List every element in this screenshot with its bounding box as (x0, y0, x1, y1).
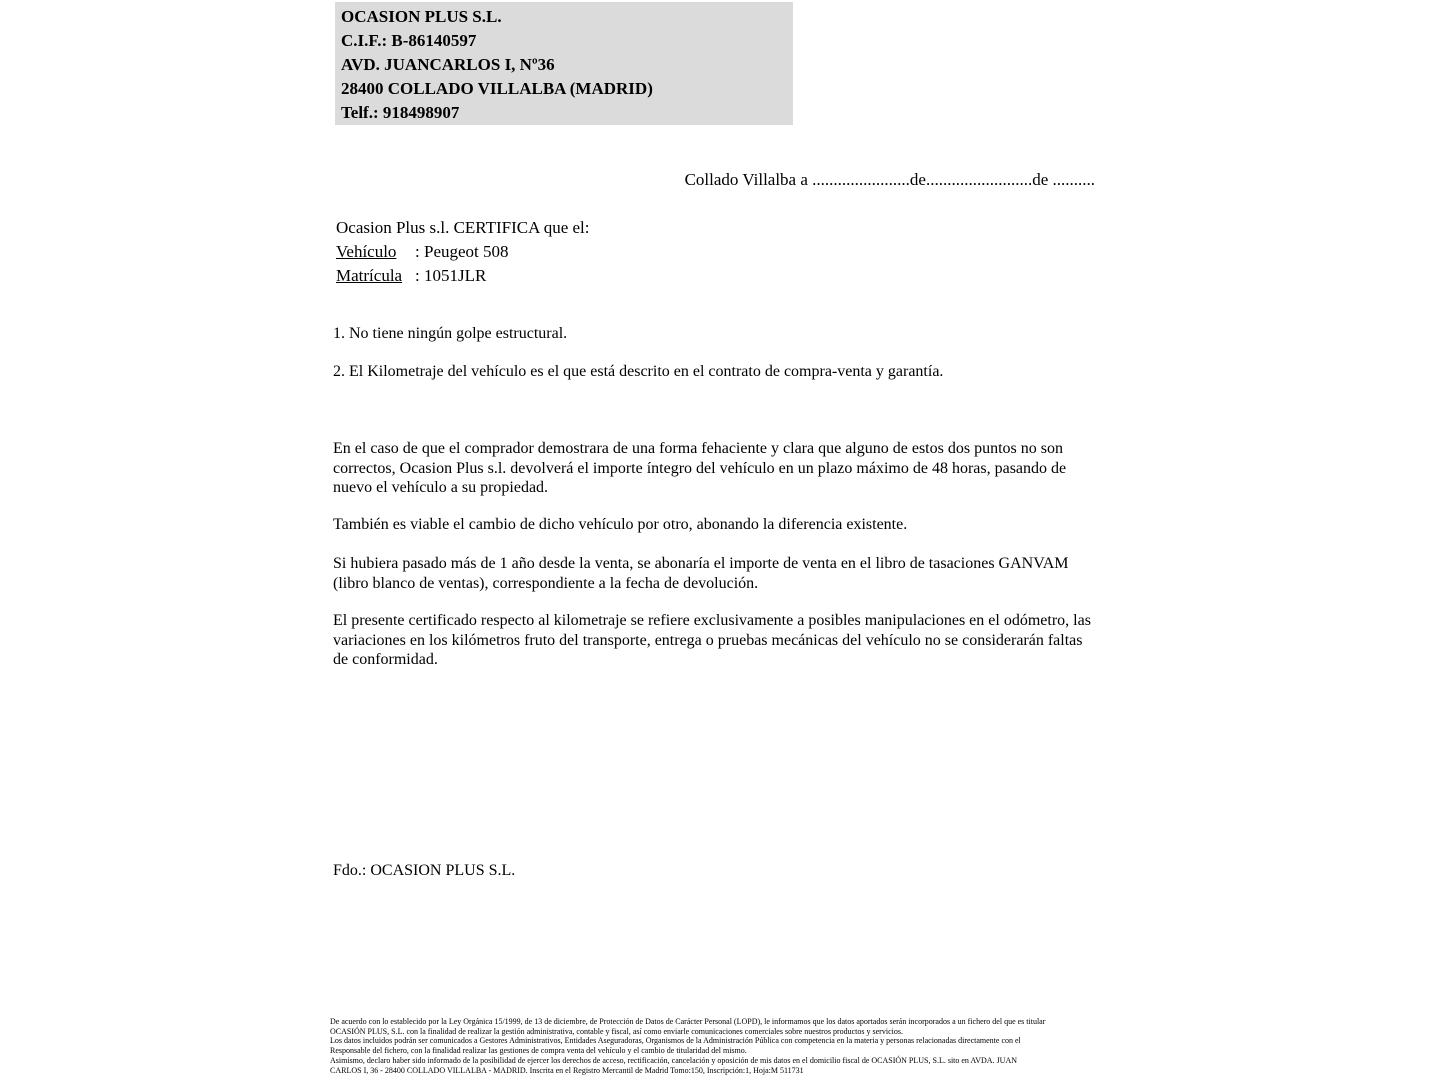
certification-intro: Ocasion Plus s.l. CERTIFICA que el: (336, 218, 590, 237)
vehicle-field (336, 240, 590, 264)
plate-field (336, 264, 590, 288)
signature-line: Fdo.: OCASION PLUS S.L. (333, 862, 516, 879)
legal-footer-line: Los datos incluidos podrán ser comunicados a Gestores Administrativos, Entidades Aseguradoras, Organismos de la Administración Pública con competencia en la materia y personas relacionadas directamente con el (330, 1036, 1021, 1046)
paragraph-refund-terms: En el caso de que el comprador demostrara de una forma fehaciente y clara que alguno de estos dos puntos no son correctos, Ocasion Plus s.l. devolverá el importe íntegro del vehículo en un plazo máximo de 48 horas, pasando de nuevo el vehículo a su propiedad. (333, 440, 1067, 496)
company-address: AVD. JUANCARLOS I, Nº36 (341, 55, 555, 74)
paragraph-odometer-disclaimer: El presente certificado respecto al kilometraje se refiere exclusivamente a posibles manipulaciones en el odómetro, las variaciones en los kilómetros fruto del transporte, entrega o pruebas mecánicas del vehículo no se considerarán faltas de conformidad. (333, 612, 1091, 668)
company-city: 28400 COLLADO VILLALBA (MADRID) (341, 79, 653, 98)
certification-point-2: 2. El Kilometraje del vehículo es el que está descrito en el contrato de compra-venta y garantía. (333, 363, 944, 380)
legal-footer-line: Asimismo, declaro haber sido informado de la posibilidad de ejercer los derechos de acceso, rectificación, cancelación y oposición de mis datos en el domicilio fiscal de OCASIÓN PLUS, S.L. sito en AVDA. JUAN (330, 1055, 1018, 1065)
company-cif: C.I.F.: B-86140597 (341, 31, 477, 50)
vehicle-field-label: Vehículo (336, 242, 397, 261)
plate-field-separator: : (415, 266, 420, 285)
legal-footer-line: OCASIÓN PLUS, S.L. con la finalidad de realizar la gestión administrativa, contable y fiscal, así como enviarle comunicaciones comerciales sobre nuestros productos y servicios. (330, 1026, 903, 1036)
date-line: Collado Villalba a .......................de.........................de .......... (684, 170, 1095, 189)
company-header-box (335, 2, 793, 125)
certification-point-1: 1. No tiene ningún golpe estructural. (333, 325, 568, 342)
paragraph-exchange-option: También es viable el cambio de dicho vehículo por otro, abonando la diferencia existente. (333, 516, 908, 533)
certification-block (336, 216, 590, 288)
plate-field-value: 1051JLR (423, 266, 487, 285)
vehicle-field-separator: : (415, 242, 420, 261)
legal-footer-line: CARLOS I, 36 - 28400 COLLADO VILLALBA - MADRID. Inscrita en el Registro Mercantil de Madrid Tomo:150, Inscripción:1, Hoja:M 511731 (330, 1065, 804, 1075)
company-name: OCASION PLUS S.L. (341, 7, 502, 26)
company-phone: Telf.: 918498907 (341, 103, 460, 122)
legal-footer-line: Responsable del fichero, con la finalidad realizar las gestiones de compra venta del vehículo y el cambio de titularidad del mismo. (330, 1046, 747, 1056)
legal-footer-line: De acuerdo con lo establecido por la Ley Orgánica 15/1999, de 13 de diciembre, de Protección de Datos de Carácter Personal (LOPD), le informamos que los datos aportados serán incorporados a un fichero del que es titular (330, 1017, 1046, 1026)
paragraph-ganvam-valuation: Si hubiera pasado más de 1 año desde la venta, se abonaría el importe de venta en el libro de tasaciones GANVAM (libro blanco de ventas), correspondiente a la fecha de devolución. (333, 555, 1069, 592)
plate-field-label: Matrícula (336, 266, 403, 285)
legal-footer (330, 1017, 1120, 1075)
vehicle-field-value: Peugeot 508 (423, 242, 509, 261)
